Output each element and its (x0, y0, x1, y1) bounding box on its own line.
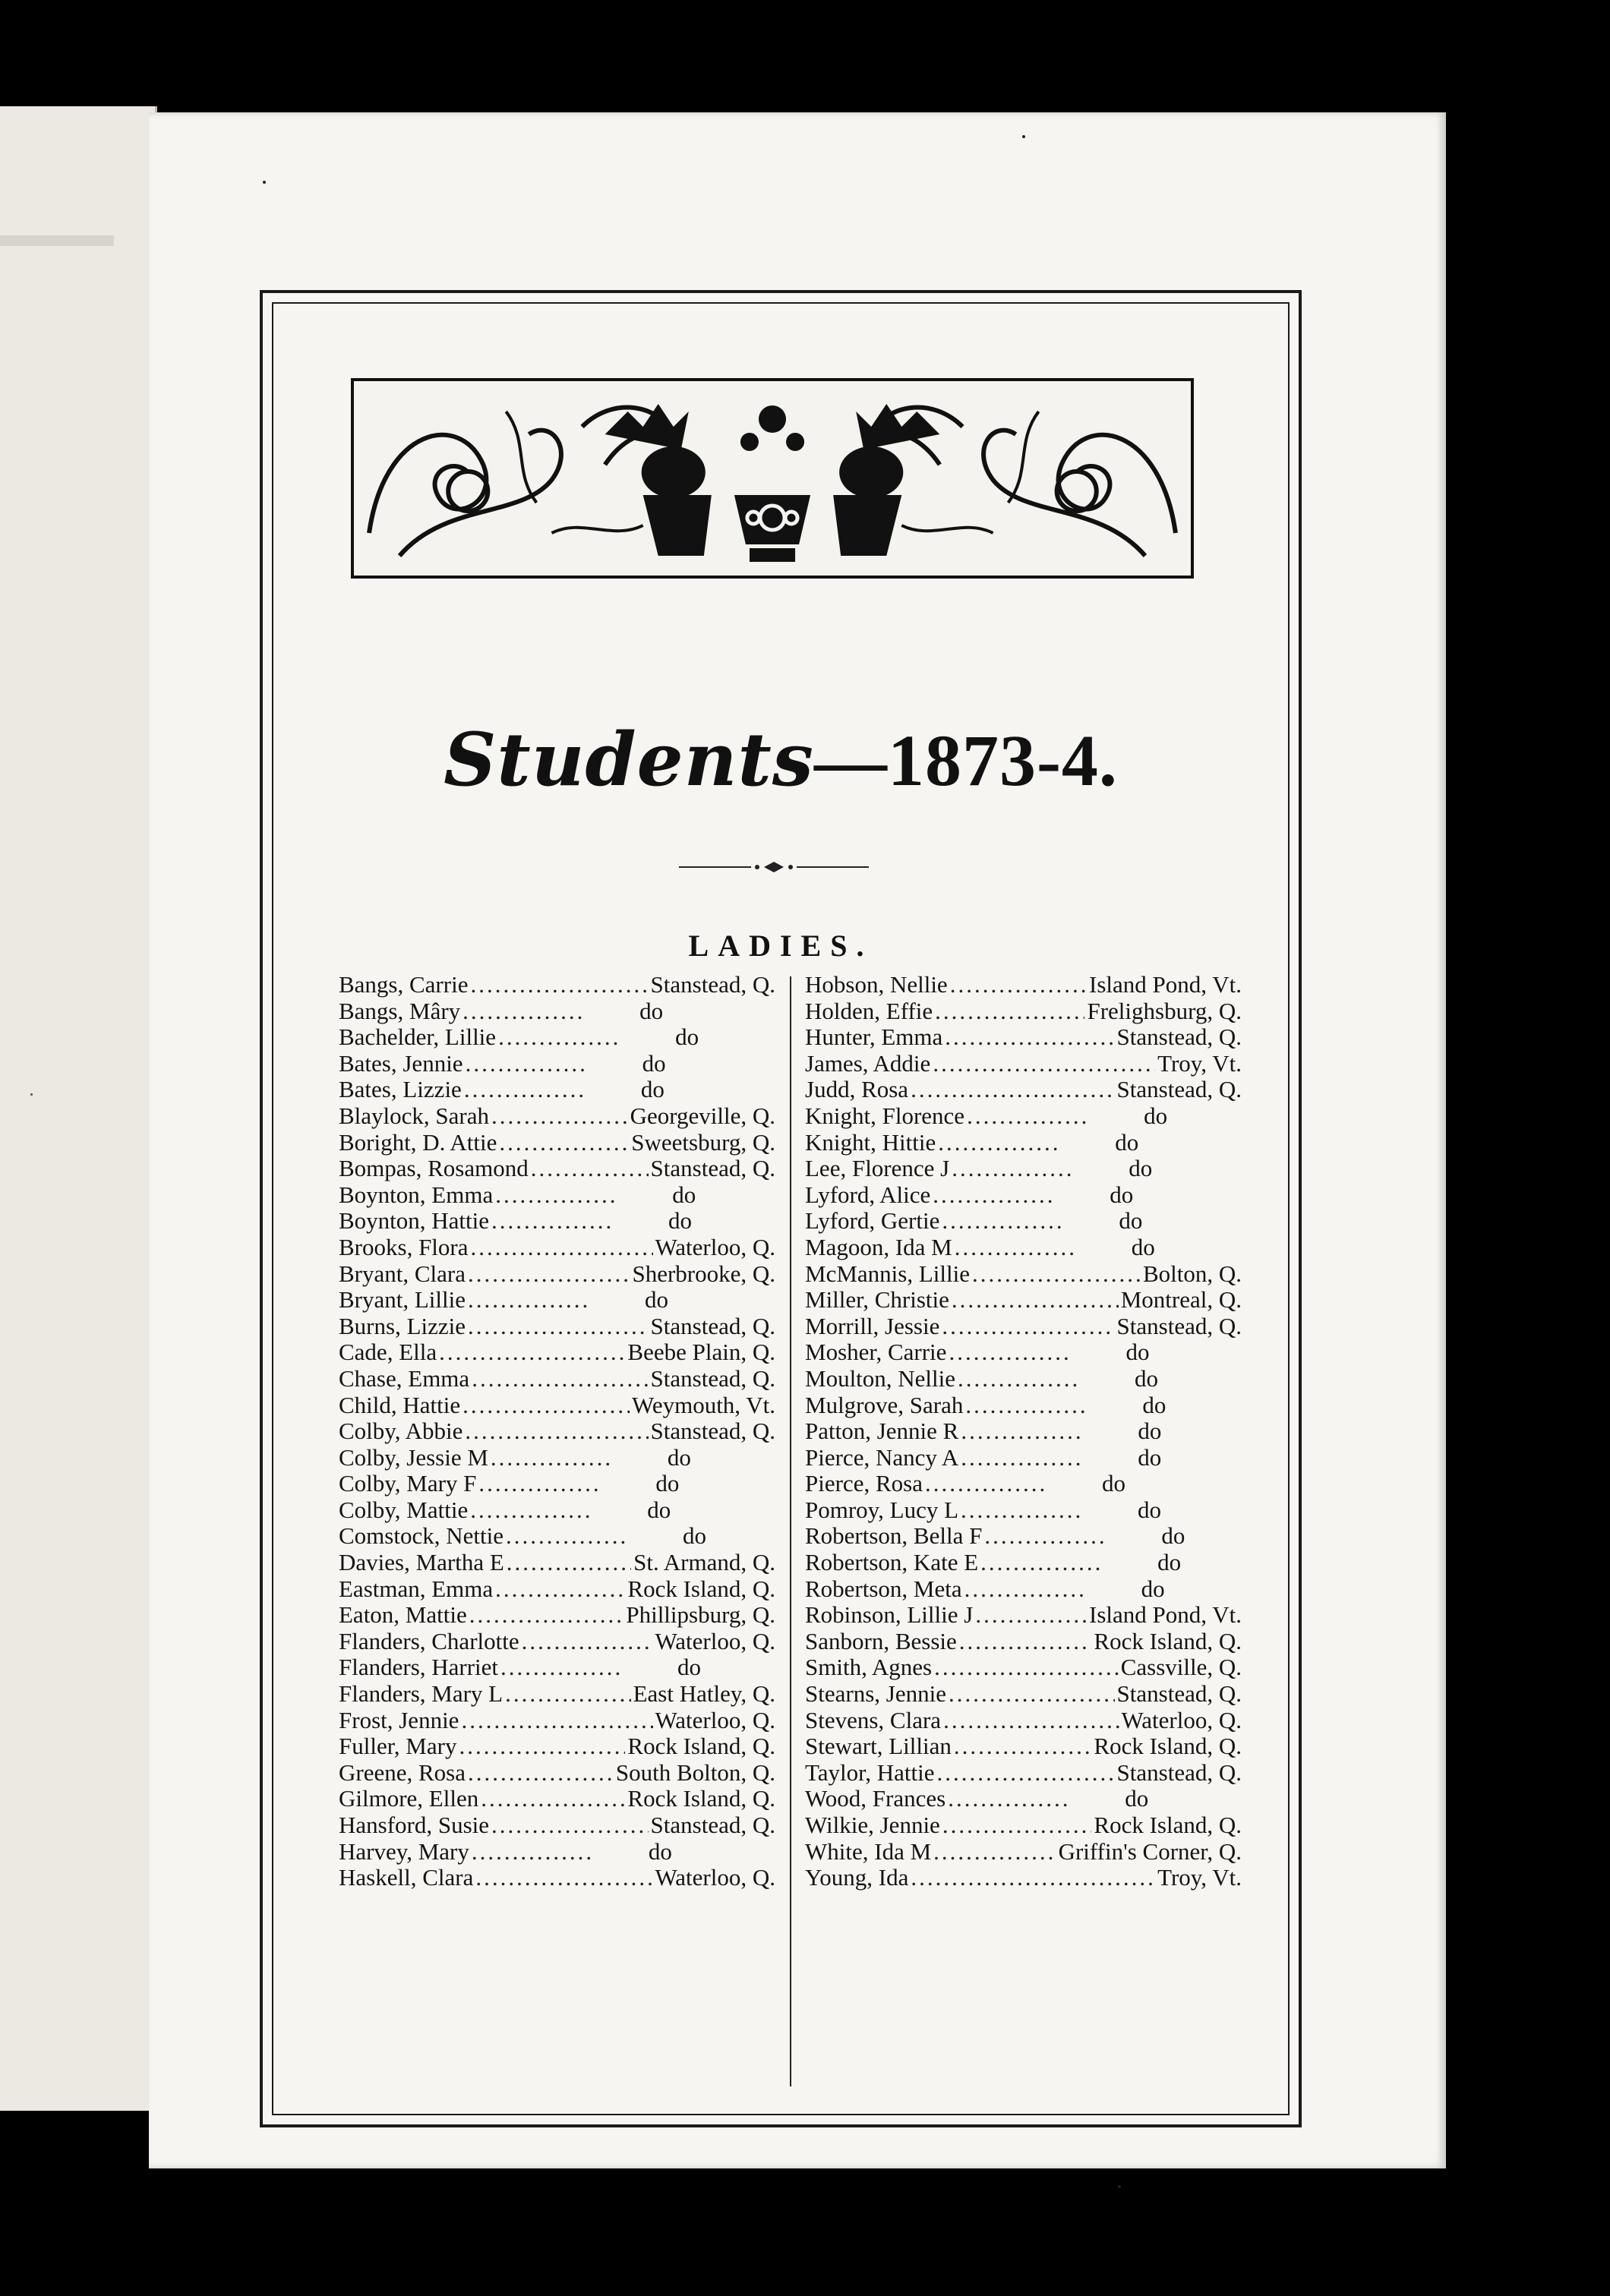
leader-dots (964, 1576, 1086, 1603)
facing-page-mark (30, 1093, 33, 1096)
student-row (805, 1708, 1242, 1734)
student-row (339, 1051, 775, 1077)
leader-dots (491, 1208, 613, 1235)
student-row (339, 1208, 775, 1235)
leader-dots (933, 1182, 1054, 1209)
student-name: Bryant, Lillie (339, 1286, 466, 1314)
student-row (339, 1366, 775, 1392)
student-row (339, 1156, 775, 1182)
student-residence: Waterloo, Q. (655, 1627, 775, 1654)
student-name: Colby, Mary F (339, 1470, 477, 1497)
student-row (339, 1629, 775, 1655)
student-row (805, 1602, 1242, 1629)
student-residence: Stanstead, Q. (1116, 1680, 1242, 1708)
ladies-list-right-column (805, 972, 1242, 1891)
student-residence: Stanstead, Q. (1116, 1076, 1242, 1103)
leader-dots (466, 1051, 587, 1077)
student-name: Pierce, Nancy A (805, 1443, 959, 1471)
student-name: Eastman, Emma (339, 1575, 494, 1602)
student-name: James, Addie (805, 1049, 931, 1077)
student-residence: do (1161, 1522, 1185, 1550)
student-residence: Waterloo, Q. (1121, 1706, 1242, 1733)
leader-dots (462, 998, 584, 1025)
student-row (805, 972, 1242, 998)
leader-dots (470, 1497, 592, 1524)
leader-dots (470, 972, 648, 998)
student-residence: do (677, 1654, 702, 1681)
student-row (339, 1523, 775, 1550)
student-name: Mulgrove, Sarah (805, 1391, 964, 1418)
student-name: Robertson, Meta (805, 1575, 962, 1602)
leader-dots (478, 1471, 600, 1497)
student-row (805, 1051, 1242, 1077)
leader-dots (938, 1130, 1059, 1156)
leader-dots (495, 1182, 617, 1209)
student-row (339, 1497, 775, 1524)
student-name: Davies, Martha E (339, 1549, 504, 1576)
student-name: Smith, Agnes (805, 1654, 933, 1681)
facing-page-edge (0, 106, 157, 2111)
student-name: Brooks, Flora (339, 1233, 469, 1260)
leader-dots (965, 1392, 1087, 1419)
leader-dots (925, 1471, 1046, 1497)
student-row (339, 972, 775, 998)
student-residence: Beebe Plain, Q. (627, 1339, 775, 1366)
student-row (339, 1786, 775, 1812)
student-row (805, 998, 1242, 1025)
student-residence: Stanstead, Q. (650, 1418, 775, 1445)
student-name: Holden, Effie (805, 997, 933, 1024)
student-residence: do (1101, 1470, 1125, 1497)
student-name: Robertson, Bella F (805, 1522, 983, 1550)
student-name: Stearns, Jennie (805, 1680, 946, 1708)
student-name: Bates, Lizzie (339, 1076, 462, 1103)
student-name: Morrill, Jessie (805, 1312, 940, 1339)
student-row (339, 998, 775, 1025)
leader-dots (499, 1130, 629, 1156)
leader-dots (952, 1287, 1119, 1314)
student-name: Lyford, Alice (805, 1181, 931, 1208)
student-residence: do (667, 1443, 691, 1471)
student-row (339, 1812, 775, 1839)
student-residence: Montreal, Q. (1120, 1286, 1242, 1314)
page-speck (1118, 2185, 1121, 2188)
student-name: Wilkie, Jennie (805, 1812, 940, 1838)
leader-dots (498, 1024, 620, 1051)
leader-dots (464, 1077, 586, 1103)
student-row (339, 1287, 775, 1314)
leader-dots (439, 1339, 625, 1366)
student-name: Flanders, Mary L (339, 1680, 504, 1708)
student-name: Taylor, Hattie (805, 1758, 935, 1786)
student-row (339, 1024, 775, 1051)
student-residence: do (655, 1470, 680, 1497)
leader-dots (949, 1339, 1070, 1366)
student-row (339, 1602, 775, 1629)
student-row (805, 1418, 1242, 1445)
title-script-word: Students (444, 717, 814, 803)
student-row (805, 1024, 1242, 1051)
student-name: Comstock, Nettie (339, 1522, 504, 1550)
student-residence: Frelighsburg, Q. (1087, 997, 1242, 1024)
leader-dots (967, 1103, 1088, 1130)
student-residence: Rock Island, Q. (1094, 1733, 1242, 1760)
leader-dots (954, 1733, 1092, 1760)
student-name: Bompas, Rosamond (339, 1155, 529, 1182)
student-residence: Rock Island, Q. (627, 1575, 775, 1602)
student-name: Gilmore, Ellen (339, 1785, 479, 1812)
student-name: Flanders, Charlotte (339, 1627, 519, 1654)
student-row (339, 1314, 775, 1340)
student-row (805, 1523, 1242, 1550)
leader-dots (481, 1786, 625, 1812)
student-name: Harvey, Mary (339, 1837, 469, 1865)
student-name: Lee, Florence J (805, 1155, 950, 1182)
student-row (339, 1235, 775, 1261)
leader-dots (462, 1392, 630, 1419)
student-row (805, 1077, 1242, 1103)
student-row (805, 1839, 1242, 1866)
student-name: Miller, Christie (805, 1286, 949, 1314)
student-row (805, 1654, 1242, 1681)
student-residence: do (1125, 1339, 1150, 1366)
leader-dots (531, 1156, 649, 1182)
student-residence: Rock Island, Q. (627, 1785, 775, 1812)
student-residence: Rock Island, Q. (1094, 1627, 1242, 1654)
leader-dots (945, 1024, 1114, 1051)
student-row (339, 1103, 775, 1130)
student-name: Judd, Rosa (805, 1076, 909, 1103)
student-name: Stevens, Clara (805, 1706, 942, 1733)
leader-dots (933, 1839, 1056, 1866)
student-residence: do (1135, 1364, 1159, 1392)
student-name: White, Ida M (805, 1837, 932, 1865)
student-name: Chase, Emma (339, 1364, 470, 1392)
student-name: Knight, Florence (805, 1102, 965, 1129)
student-name: Boynton, Hattie (339, 1207, 490, 1235)
student-row (805, 1681, 1242, 1708)
student-name: Hansford, Susie (339, 1812, 490, 1838)
student-row (339, 1418, 775, 1445)
leader-dots (955, 1235, 1076, 1261)
student-residence: Troy, Vt. (1157, 1049, 1242, 1077)
leader-dots (459, 1733, 625, 1760)
leader-dots (933, 1051, 1155, 1077)
student-name: Pierce, Rosa (805, 1470, 923, 1497)
section-heading-ladies: LADIES. (688, 929, 873, 963)
student-name: Colby, Jessie M (339, 1443, 488, 1471)
student-row (339, 1839, 775, 1866)
leader-dots (491, 1445, 612, 1471)
page-speck (263, 181, 266, 184)
student-row (339, 1261, 775, 1288)
student-residence: do (675, 1023, 699, 1051)
leader-dots (505, 1681, 631, 1708)
student-row (339, 1654, 775, 1681)
student-name: Greene, Rosa (339, 1758, 466, 1786)
student-residence: Sweetsburg, Q. (631, 1128, 775, 1156)
student-row (339, 1733, 775, 1760)
student-residence: Rock Island, Q. (1094, 1812, 1242, 1838)
student-residence: Island Pond, Vt. (1089, 971, 1242, 998)
student-row (805, 1235, 1242, 1261)
student-name: Bryant, Clara (339, 1260, 466, 1287)
student-residence: Sherbrooke, Q. (632, 1260, 775, 1287)
leader-dots (495, 1576, 625, 1603)
student-name: Magoon, Ida M (805, 1233, 952, 1260)
student-residence: do (1125, 1785, 1149, 1812)
student-residence: Waterloo, Q. (655, 1706, 775, 1733)
student-residence: do (1131, 1233, 1155, 1260)
student-residence: do (1115, 1128, 1139, 1156)
ladies-list-left-column (339, 972, 775, 1891)
student-residence: Stanstead, Q. (650, 1812, 775, 1838)
student-residence: Phillipsburg, Q. (626, 1601, 775, 1629)
leader-dots (950, 972, 1087, 998)
student-residence: do (640, 1076, 665, 1103)
student-residence: do (1138, 1496, 1162, 1523)
student-name: Eaton, Mattie (339, 1601, 467, 1629)
student-residence: Troy, Vt. (1157, 1864, 1242, 1891)
student-residence: Stanstead, Q. (650, 1312, 775, 1339)
facing-page-strip (0, 235, 114, 246)
student-row (339, 1708, 775, 1734)
student-name: Bates, Jennie (339, 1049, 463, 1077)
student-residence: Stanstead, Q. (1116, 1312, 1242, 1339)
student-name: Robinson, Lillie J (805, 1601, 974, 1629)
leader-dots (911, 1077, 1114, 1103)
student-name: Colby, Abbie (339, 1418, 463, 1445)
page-speck (1022, 135, 1025, 138)
student-row (339, 1681, 775, 1708)
student-residence: do (1110, 1181, 1134, 1208)
leader-dots (972, 1261, 1141, 1288)
student-name: Stewart, Lillian (805, 1733, 952, 1760)
leader-dots (948, 1786, 1069, 1812)
leader-dots (468, 1287, 589, 1314)
student-row (339, 1760, 775, 1787)
leader-dots (506, 1523, 627, 1550)
student-residence: Stanstead, Q. (1116, 1023, 1242, 1051)
student-name: Burns, Lizzie (339, 1312, 466, 1339)
leader-dots (959, 1629, 1092, 1655)
student-name: Fuller, Mary (339, 1733, 457, 1760)
student-name: Colby, Mattie (339, 1496, 469, 1523)
student-residence: do (1129, 1155, 1153, 1182)
student-name: Cade, Ella (339, 1339, 437, 1366)
student-name: Robertson, Kate E (805, 1549, 979, 1576)
leader-dots (491, 1103, 628, 1130)
leader-dots (465, 1418, 648, 1445)
student-name: Hunter, Emma (805, 1023, 943, 1051)
student-row (805, 1366, 1242, 1392)
student-row (805, 1182, 1242, 1209)
student-row (805, 1208, 1242, 1235)
leader-dots (500, 1654, 622, 1681)
leader-dots (980, 1550, 1102, 1576)
student-row (805, 1786, 1242, 1812)
student-name: Bachelder, Lillie (339, 1023, 497, 1051)
student-row (805, 1261, 1242, 1288)
student-residence: do (682, 1522, 706, 1550)
leader-dots (471, 1235, 653, 1261)
page-title (263, 717, 1299, 803)
student-row (805, 1865, 1242, 1891)
student-row (339, 1445, 775, 1471)
leader-dots (936, 1760, 1114, 1787)
leader-dots (942, 1812, 1092, 1839)
leader-dots (468, 1261, 630, 1288)
student-residence: Griffin's Corner, Q. (1058, 1837, 1242, 1865)
leader-dots (958, 1366, 1079, 1392)
student-row (805, 1471, 1242, 1497)
page-border-frame (260, 290, 1302, 2127)
student-name: Hobson, Nellie (805, 971, 948, 998)
student-row (339, 1576, 775, 1603)
student-row (805, 1497, 1242, 1524)
leader-dots (472, 1366, 648, 1392)
student-name: Bangs, Mâry (339, 997, 461, 1024)
student-name: McMannis, Lillie (805, 1260, 970, 1287)
student-row (805, 1339, 1242, 1366)
leader-dots (468, 1314, 649, 1340)
student-residence: South Bolton, Q. (615, 1758, 775, 1786)
student-residence: do (1141, 1575, 1165, 1602)
leader-dots (942, 1314, 1114, 1340)
student-row (805, 1550, 1242, 1576)
leader-dots (491, 1812, 649, 1839)
leader-dots (961, 1497, 1082, 1524)
student-residence: Stanstead, Q. (1116, 1758, 1242, 1786)
student-row (805, 1287, 1242, 1314)
student-residence: East Hatley, Q. (633, 1680, 775, 1708)
title-divider (679, 859, 869, 875)
student-residence: do (1144, 1102, 1168, 1129)
student-name: Boynton, Emma (339, 1181, 494, 1208)
student-residence: Rock Island, Q. (627, 1733, 775, 1760)
student-row (805, 1576, 1242, 1603)
student-residence: Waterloo, Q. (655, 1233, 775, 1260)
leader-dots (943, 1708, 1119, 1734)
student-row (339, 1392, 775, 1419)
student-residence: do (1157, 1549, 1182, 1576)
student-residence: Georgeville, Q. (630, 1102, 775, 1129)
student-row (339, 1130, 775, 1156)
title-year: —1873-4. (813, 720, 1118, 801)
ornamental-headpiece (351, 378, 1194, 579)
student-name: Moulton, Nellie (805, 1364, 956, 1392)
student-row (339, 1471, 775, 1497)
student-row (805, 1130, 1242, 1156)
student-name: Pomroy, Lucy L (805, 1496, 959, 1523)
leader-dots (507, 1550, 631, 1576)
student-residence: do (1138, 1443, 1162, 1471)
student-residence: do (647, 1496, 671, 1523)
student-row (805, 1812, 1242, 1839)
catalog-page (149, 112, 1446, 2168)
leader-dots (475, 1865, 652, 1891)
student-row (805, 1314, 1242, 1340)
student-name: Child, Hattie (339, 1391, 461, 1418)
student-name: Bangs, Carrie (339, 971, 469, 998)
student-residence: do (668, 1207, 693, 1235)
griffin-ornament-icon (354, 381, 1191, 576)
student-residence: Stanstead, Q. (650, 971, 775, 998)
student-name: Wood, Frances (805, 1785, 946, 1812)
student-row (805, 1629, 1242, 1655)
student-residence: do (642, 1049, 666, 1077)
student-row (339, 1550, 775, 1576)
leader-dots (949, 1681, 1115, 1708)
leader-dots (961, 1445, 1082, 1471)
student-name: Boright, D. Attie (339, 1128, 497, 1156)
student-row (339, 1077, 775, 1103)
student-residence: Cassville, Q. (1120, 1654, 1242, 1681)
student-row (805, 1733, 1242, 1760)
student-residence: do (639, 997, 664, 1024)
student-name: Knight, Hittie (805, 1128, 936, 1156)
student-residence: Bolton, Q. (1142, 1260, 1242, 1287)
student-name: Blaylock, Sarah (339, 1102, 490, 1129)
student-residence: Stanstead, Q. (650, 1364, 775, 1392)
student-residence: do (1138, 1418, 1162, 1445)
leader-dots (984, 1523, 1106, 1550)
leader-dots (472, 1839, 593, 1866)
student-residence: do (645, 1286, 669, 1314)
student-name: Patton, Jennie R (805, 1418, 959, 1445)
student-row (339, 1182, 775, 1209)
student-row (805, 1445, 1242, 1471)
student-residence: do (672, 1181, 696, 1208)
student-residence: Waterloo, Q. (655, 1864, 775, 1891)
student-name: Lyford, Gertie (805, 1207, 940, 1235)
student-name: Haskell, Clara (339, 1864, 474, 1891)
student-name: Frost, Jennie (339, 1706, 459, 1733)
leader-dots (961, 1418, 1082, 1445)
leader-dots (975, 1602, 1087, 1629)
student-name: Young, Ida (805, 1864, 909, 1891)
student-residence: Stanstead, Q. (650, 1155, 775, 1182)
student-residence: Weymouth, Vt. (632, 1391, 775, 1418)
student-row (805, 1760, 1242, 1787)
student-residence: do (1142, 1391, 1166, 1418)
student-residence: do (648, 1837, 672, 1865)
student-residence: St. Armand, Q. (633, 1549, 775, 1576)
student-row (805, 1156, 1242, 1182)
leader-dots (468, 1760, 614, 1787)
leader-dots (935, 998, 1084, 1025)
student-row (805, 1392, 1242, 1419)
student-name: Sanborn, Bessie (805, 1627, 957, 1654)
leader-dots (942, 1208, 1063, 1235)
leader-dots (952, 1156, 1073, 1182)
leader-dots (522, 1629, 653, 1655)
student-row (339, 1865, 775, 1891)
student-row (805, 1103, 1242, 1130)
student-residence: Island Pond, Vt. (1089, 1601, 1242, 1629)
student-residence: do (1119, 1207, 1143, 1235)
leader-dots (469, 1602, 624, 1629)
student-name: Mosher, Carrie (805, 1339, 947, 1366)
column-divider-rule (790, 976, 791, 2086)
student-row (339, 1339, 775, 1366)
leader-dots (461, 1708, 652, 1734)
leader-dots (934, 1654, 1119, 1681)
leader-dots (911, 1865, 1155, 1891)
student-name: Flanders, Harriet (339, 1654, 499, 1681)
